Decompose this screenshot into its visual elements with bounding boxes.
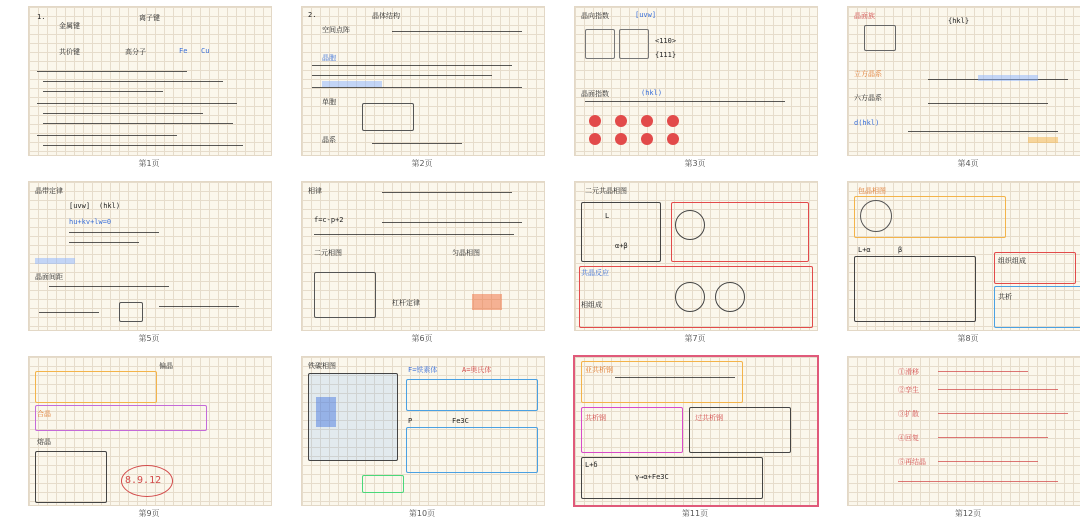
note-text: γ→α+Fe3C (635, 473, 669, 481)
page-preview (28, 181, 272, 331)
note-text: Fe3C (452, 417, 469, 425)
page-thumbnail[interactable] (843, 177, 1080, 349)
note-text: (hkl) (641, 89, 663, 97)
page-caption: 第6页 (411, 334, 433, 343)
note-text: 相组成 (581, 301, 602, 309)
note-text: ③扩散 (898, 410, 919, 418)
page-preview (301, 356, 545, 506)
note-text: 晶带定律 (35, 187, 63, 195)
note-text: 空间点阵 (322, 26, 350, 34)
page-caption: 第9页 (138, 509, 160, 518)
note-text: 合晶 (37, 410, 51, 418)
note-text: A=奥氏体 (462, 366, 492, 374)
note-text: f=c-p+2 (314, 216, 344, 224)
page-preview (28, 6, 272, 156)
page-caption: 第3页 (684, 159, 706, 168)
note-text: [uvw] (69, 202, 91, 210)
note-text: 包晶相图 (858, 187, 886, 195)
page-caption: 第7页 (684, 334, 706, 343)
page-preview-selected (573, 355, 819, 507)
note-text: 离子键 (139, 14, 160, 22)
note-text: 匀晶相图 (452, 249, 480, 257)
note-text: 二元相图 (314, 249, 342, 257)
note-text: 1. (37, 13, 46, 21)
note-text: L+δ (585, 461, 598, 469)
page-caption: 第2页 (411, 159, 433, 168)
page-caption: 第1页 (138, 159, 160, 168)
note-text: 晶胞 (322, 54, 336, 62)
page-thumbnail[interactable] (24, 352, 274, 524)
note-text: 杠杆定律 (392, 299, 420, 307)
note-text: {hkl} (948, 17, 970, 25)
page-preview (847, 356, 1080, 506)
page-caption: 第5页 (138, 334, 160, 343)
note-text: 单胞 (322, 98, 336, 106)
note-text: 晶面间距 (35, 273, 63, 281)
page-preview (28, 356, 272, 506)
note-text: 相律 (308, 187, 322, 195)
page-thumbnail[interactable] (297, 352, 547, 524)
page-thumbnail[interactable] (570, 352, 820, 524)
note-text: 共晶反应 (581, 269, 609, 277)
note-text: 晶系 (322, 136, 336, 144)
note-text: 偏晶 (159, 362, 173, 370)
page-thumbnail[interactable] (843, 352, 1080, 524)
page-caption: 第8页 (957, 334, 979, 343)
note-text: 2. (308, 11, 317, 19)
note-text: Cu (201, 47, 210, 55)
page-caption: 第10页 (408, 509, 436, 518)
note-text: 亚共析钢 (585, 366, 613, 374)
page-thumbnail[interactable] (570, 177, 820, 349)
page-thumbnail[interactable] (843, 2, 1080, 174)
page-caption: 第12页 (954, 509, 982, 518)
note-text: ①滑移 (898, 368, 919, 376)
note-text: L (605, 212, 610, 220)
page-caption: 第4页 (957, 159, 979, 168)
note-text: 共价键 (59, 48, 80, 56)
note-text: 晶面指数 (581, 90, 609, 98)
note-text: 熔晶 (37, 438, 51, 446)
note-text: 过共析钢 (695, 414, 723, 422)
note-text: 8.9.12 (125, 475, 162, 486)
note-text: α+β (615, 242, 628, 250)
note-text: 组织组成 (998, 257, 1026, 265)
page-caption: 第11页 (681, 509, 709, 518)
note-text: ②孪生 (898, 386, 919, 394)
note-text: hu+kv+lw=0 (69, 218, 112, 226)
page-thumbnail[interactable] (24, 2, 274, 174)
note-text: 晶面族 (854, 12, 875, 20)
note-text: d(hkl) (854, 119, 880, 127)
note-text: ⑤再结晶 (898, 458, 926, 466)
note-text: 共析 (998, 293, 1012, 301)
note-text: [uvw] (635, 11, 657, 19)
note-text: 铁碳相图 (308, 362, 336, 370)
note-text: Fe (179, 47, 188, 55)
note-text: 二元共晶相图 (585, 187, 627, 195)
page-thumbnail[interactable] (297, 177, 547, 349)
page-preview (301, 6, 545, 156)
page-thumbnail[interactable] (570, 2, 820, 174)
page-preview (301, 181, 545, 331)
note-text: ④回复 (898, 434, 919, 442)
note-text: 共析钢 (585, 414, 606, 422)
note-text: 六方晶系 (854, 94, 882, 102)
note-text: <110> (655, 37, 677, 45)
page-thumbnail[interactable] (297, 2, 547, 174)
page-thumbnail[interactable] (24, 177, 274, 349)
note-text: {111} (655, 51, 677, 59)
note-text: (hkl) (99, 202, 121, 210)
note-text: F=铁素体 (408, 366, 438, 374)
note-text: 立方晶系 (854, 70, 882, 78)
note-text: 金属键 (59, 22, 80, 30)
note-text: β (898, 246, 903, 254)
page-preview (574, 6, 818, 156)
note-text: 晶向指数 (581, 12, 609, 20)
note-text: P (408, 417, 413, 425)
note-text: L+α (858, 246, 871, 254)
page-preview (847, 181, 1080, 331)
note-text: 晶体结构 (372, 12, 400, 20)
note-text: 高分子 (125, 48, 146, 56)
page-preview (574, 181, 818, 331)
page-preview (847, 6, 1080, 156)
